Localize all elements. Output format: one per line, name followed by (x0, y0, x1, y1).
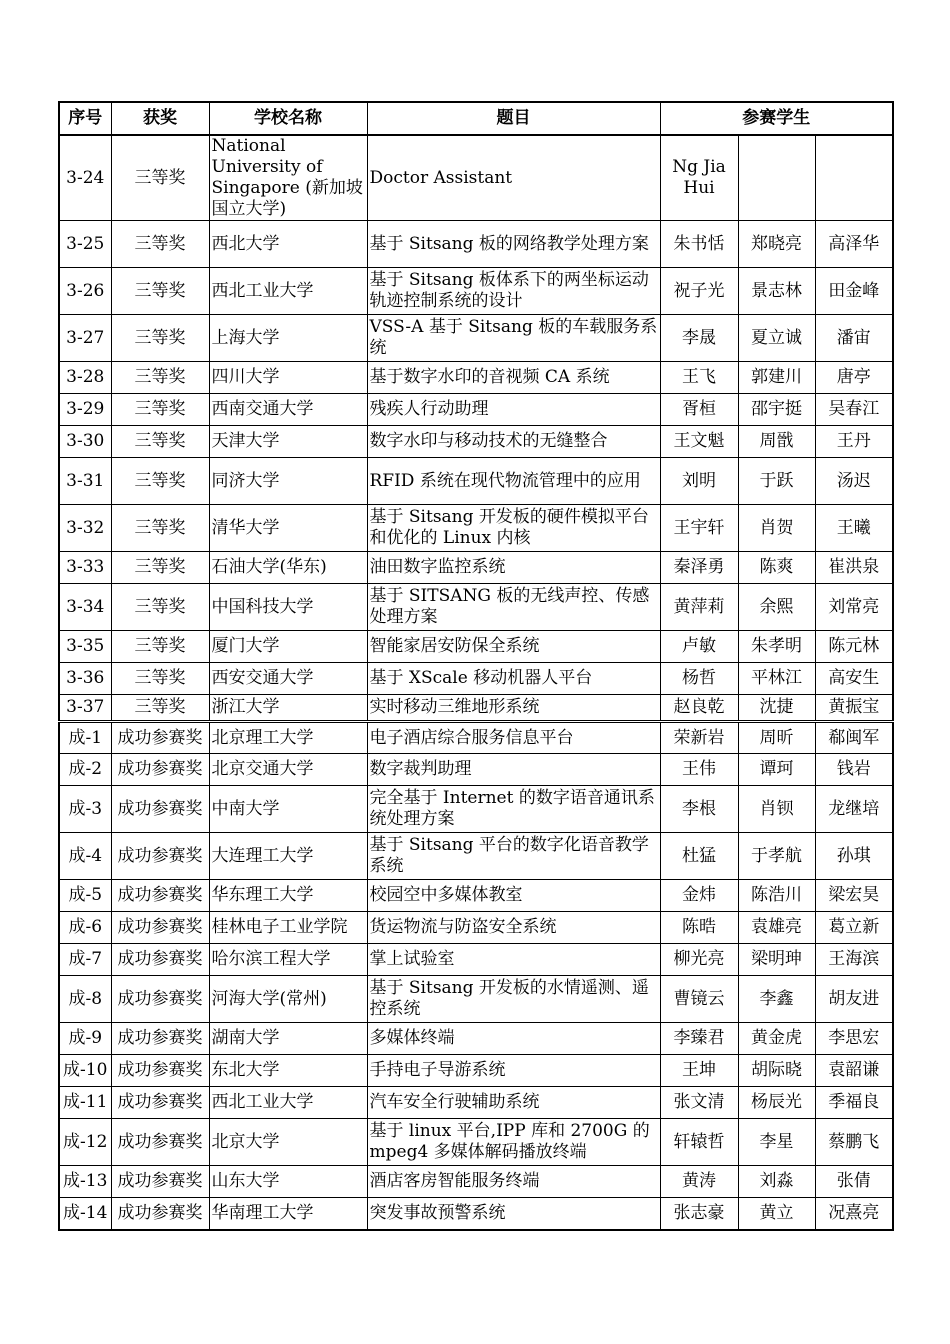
row-award: 三等奖 (111, 505, 209, 552)
row-no: 3-33 (59, 552, 111, 584)
row-award: 成功参赛奖 (111, 880, 209, 912)
row-title: VSS-A 基于 Sitsang 板的车载服务系统 (367, 315, 660, 362)
row-no: 3-30 (59, 426, 111, 458)
table-row (59, 1055, 893, 1087)
table-row (59, 754, 893, 786)
row-no: 成-9 (59, 1023, 111, 1055)
row-school: 西北工业大学 (209, 1087, 367, 1119)
row-school: 西安交通大学 (209, 663, 367, 695)
table-row (59, 976, 893, 1023)
row-award: 三等奖 (111, 268, 209, 315)
row-title: 基于 Sitsang 板的网络教学处理方案 (367, 221, 660, 268)
row-student-1: 李晟 (660, 315, 738, 362)
row-school: 北京交通大学 (209, 754, 367, 786)
table-row (59, 221, 893, 268)
row-award: 三等奖 (111, 394, 209, 426)
row-student-2: 陈浩川 (738, 880, 815, 912)
row-no: 成-12 (59, 1119, 111, 1166)
row-award: 成功参赛奖 (111, 1198, 209, 1230)
row-student-1: 王文魁 (660, 426, 738, 458)
row-student-2: 于跃 (738, 458, 815, 505)
row-school: 天津大学 (209, 426, 367, 458)
row-student-2: 余熙 (738, 584, 815, 631)
row-title: 实时移动三维地形系统 (367, 695, 660, 722)
row-student-1: 曹镜云 (660, 976, 738, 1023)
row-student-2: 刘淼 (738, 1166, 815, 1198)
table-row (59, 135, 893, 221)
row-student-3: 高安生 (815, 663, 893, 695)
row-student-2: 邵宇挺 (738, 394, 815, 426)
row-no: 3-28 (59, 362, 111, 394)
row-no: 成-13 (59, 1166, 111, 1198)
row-student-3: 吴春江 (815, 394, 893, 426)
row-school: 东北大学 (209, 1055, 367, 1087)
row-school: 华南理工大学 (209, 1198, 367, 1230)
row-student-2: 梁明珅 (738, 944, 815, 976)
row-school: 北京大学 (209, 1119, 367, 1166)
row-student-3: 李思宏 (815, 1023, 893, 1055)
table-row (59, 584, 893, 631)
row-no: 成-11 (59, 1087, 111, 1119)
row-student-1: 李根 (660, 786, 738, 833)
row-school: 厦门大学 (209, 631, 367, 663)
row-award: 成功参赛奖 (111, 1166, 209, 1198)
table-row (59, 663, 893, 695)
row-student-1: 杜猛 (660, 833, 738, 880)
table-row (59, 426, 893, 458)
row-student-3: 袁韶谦 (815, 1055, 893, 1087)
row-student-1: 卢敏 (660, 631, 738, 663)
row-student-1: Ng Jia Hui (660, 135, 738, 221)
row-title: 残疾人行动助理 (367, 394, 660, 426)
row-student-1: 陈晧 (660, 912, 738, 944)
row-no: 3-31 (59, 458, 111, 505)
row-student-2: 袁雄亮 (738, 912, 815, 944)
table-row (59, 315, 893, 362)
row-school: National University of Singapore (新加坡国立大学) (209, 135, 367, 221)
header-school: 学校名称 (209, 102, 367, 135)
row-no: 3-24 (59, 135, 111, 221)
row-school: 清华大学 (209, 505, 367, 552)
row-student-3: 梁宏昊 (815, 880, 893, 912)
row-student-2: 周戩 (738, 426, 815, 458)
row-award: 成功参赛奖 (111, 754, 209, 786)
row-award: 三等奖 (111, 663, 209, 695)
row-student-2: 朱孝明 (738, 631, 815, 663)
row-student-3: 张倩 (815, 1166, 893, 1198)
row-school: 华东理工大学 (209, 880, 367, 912)
row-student-3: 汤迟 (815, 458, 893, 505)
table-row (59, 394, 893, 426)
row-school: 同济大学 (209, 458, 367, 505)
row-student-2: 夏立诚 (738, 315, 815, 362)
row-school: 哈尔滨工程大学 (209, 944, 367, 976)
row-award: 三等奖 (111, 458, 209, 505)
row-student-2: 李星 (738, 1119, 815, 1166)
row-no: 成-4 (59, 833, 111, 880)
table-body (59, 135, 893, 1230)
row-no: 成-3 (59, 786, 111, 833)
row-student-2: 李鑫 (738, 976, 815, 1023)
row-school: 西北工业大学 (209, 268, 367, 315)
row-student-1: 黄萍莉 (660, 584, 738, 631)
row-school: 上海大学 (209, 315, 367, 362)
row-title: 掌上试验室 (367, 944, 660, 976)
row-student-1: 杨哲 (660, 663, 738, 695)
row-title: 油田数字监控系统 (367, 552, 660, 584)
row-title: 智能家居安防保全系统 (367, 631, 660, 663)
row-title: 基于 Sitsang 开发板的硬件模拟平台和优化的 Linux 内核 (367, 505, 660, 552)
row-student-1: 刘明 (660, 458, 738, 505)
row-school: 西南交通大学 (209, 394, 367, 426)
table-row (59, 944, 893, 976)
row-award: 三等奖 (111, 426, 209, 458)
row-award: 三等奖 (111, 362, 209, 394)
row-student-1: 李臻君 (660, 1023, 738, 1055)
row-title: 基于数字水印的音视频 CA 系统 (367, 362, 660, 394)
row-student-3: 蔡鹏飞 (815, 1119, 893, 1166)
row-no: 成-2 (59, 754, 111, 786)
row-student-2: 平林江 (738, 663, 815, 695)
row-award: 成功参赛奖 (111, 944, 209, 976)
table-row (59, 268, 893, 315)
row-student-3: 陈元林 (815, 631, 893, 663)
header-students: 参赛学生 (660, 102, 893, 135)
row-no: 成-5 (59, 880, 111, 912)
row-school: 大连理工大学 (209, 833, 367, 880)
row-title: 多媒体终端 (367, 1023, 660, 1055)
row-school: 河海大学(常州) (209, 976, 367, 1023)
row-title: 突发事故预警系统 (367, 1198, 660, 1230)
row-title: 货运物流与防盗安全系统 (367, 912, 660, 944)
row-no: 3-36 (59, 663, 111, 695)
row-title: 酒店客房智能服务终端 (367, 1166, 660, 1198)
row-award: 三等奖 (111, 584, 209, 631)
row-student-3 (815, 135, 893, 221)
row-no: 3-34 (59, 584, 111, 631)
row-student-1: 荣新岩 (660, 722, 738, 754)
row-student-1: 王伟 (660, 754, 738, 786)
row-student-1: 柳光亮 (660, 944, 738, 976)
table-row (59, 1198, 893, 1230)
row-student-2 (738, 135, 815, 221)
table-row (59, 1119, 893, 1166)
row-school: 中南大学 (209, 786, 367, 833)
row-title: RFID 系统在现代物流管理中的应用 (367, 458, 660, 505)
header-award: 获奖 (111, 102, 209, 135)
row-student-2: 陈爽 (738, 552, 815, 584)
row-title: 数字裁判助理 (367, 754, 660, 786)
row-student-3: 唐亭 (815, 362, 893, 394)
row-student-3: 刘常亮 (815, 584, 893, 631)
row-no: 3-26 (59, 268, 111, 315)
row-student-3: 崔洪泉 (815, 552, 893, 584)
row-student-1: 胥桓 (660, 394, 738, 426)
row-student-2: 黄金虎 (738, 1023, 815, 1055)
row-no: 成-6 (59, 912, 111, 944)
row-no: 3-27 (59, 315, 111, 362)
row-student-2: 肖贺 (738, 505, 815, 552)
row-student-3: 黄振宝 (815, 695, 893, 722)
row-title: 电子酒店综合服务信息平台 (367, 722, 660, 754)
table-row (59, 505, 893, 552)
row-title: 基于 SITSANG 板的无线声控、传感处理方案 (367, 584, 660, 631)
row-student-2: 周昕 (738, 722, 815, 754)
row-student-2: 沈捷 (738, 695, 815, 722)
row-award: 三等奖 (111, 552, 209, 584)
row-student-2: 杨辰光 (738, 1087, 815, 1119)
row-student-2: 景志林 (738, 268, 815, 315)
row-title: 基于 Sitsang 板体系下的两坐标运动轨迹控制系统的设计 (367, 268, 660, 315)
row-student-2: 谭珂 (738, 754, 815, 786)
table-row (59, 1023, 893, 1055)
row-award: 成功参赛奖 (111, 1087, 209, 1119)
row-school: 浙江大学 (209, 695, 367, 722)
row-student-3: 季福良 (815, 1087, 893, 1119)
table-row (59, 458, 893, 505)
row-no: 成-8 (59, 976, 111, 1023)
table-row (59, 695, 893, 722)
table-row (59, 833, 893, 880)
row-no: 成-1 (59, 722, 111, 754)
row-student-3: 胡友进 (815, 976, 893, 1023)
row-student-1: 朱书恬 (660, 221, 738, 268)
row-title: 基于 Sitsang 平台的数字化语音教学系统 (367, 833, 660, 880)
row-award: 成功参赛奖 (111, 833, 209, 880)
row-title: 基于 XScale 移动机器人平台 (367, 663, 660, 695)
row-student-1: 王坤 (660, 1055, 738, 1087)
row-student-3: 王海滨 (815, 944, 893, 976)
row-student-1: 王宇轩 (660, 505, 738, 552)
row-school: 石油大学(华东) (209, 552, 367, 584)
row-student-3: 王曦 (815, 505, 893, 552)
row-student-3: 龙继培 (815, 786, 893, 833)
row-student-1: 赵良乾 (660, 695, 738, 722)
row-student-1: 秦泽勇 (660, 552, 738, 584)
row-no: 3-32 (59, 505, 111, 552)
row-award: 三等奖 (111, 135, 209, 221)
row-school: 湖南大学 (209, 1023, 367, 1055)
row-student-1: 张志豪 (660, 1198, 738, 1230)
row-student-3: 田金峰 (815, 268, 893, 315)
row-title: 校园空中多媒体教室 (367, 880, 660, 912)
row-student-3: 高泽华 (815, 221, 893, 268)
row-award: 成功参赛奖 (111, 1119, 209, 1166)
row-award: 三等奖 (111, 315, 209, 362)
row-student-2: 黄立 (738, 1198, 815, 1230)
table-row (59, 552, 893, 584)
table-row (59, 1166, 893, 1198)
row-no: 3-35 (59, 631, 111, 663)
row-no: 成-7 (59, 944, 111, 976)
row-title: 手持电子导游系统 (367, 1055, 660, 1087)
row-title: Doctor Assistant (367, 135, 660, 221)
row-award: 三等奖 (111, 631, 209, 663)
header-no: 序号 (59, 102, 111, 135)
row-award: 三等奖 (111, 695, 209, 722)
award-table (58, 101, 894, 1231)
row-student-3: 况熹亮 (815, 1198, 893, 1230)
row-no: 成-14 (59, 1198, 111, 1230)
row-award: 三等奖 (111, 221, 209, 268)
row-school: 北京理工大学 (209, 722, 367, 754)
row-student-3: 郗闽军 (815, 722, 893, 754)
table-row (59, 880, 893, 912)
row-title: 完全基于 Internet 的数字语音通讯系统处理方案 (367, 786, 660, 833)
row-student-1: 祝子光 (660, 268, 738, 315)
table-row (59, 362, 893, 394)
row-student-1: 轩辕哲 (660, 1119, 738, 1166)
row-student-3: 潘宙 (815, 315, 893, 362)
row-title: 基于 linux 平台,IPP 库和 2700G 的 mpeg4 多媒体解码播放终端 (367, 1119, 660, 1166)
row-award: 成功参赛奖 (111, 912, 209, 944)
row-award: 成功参赛奖 (111, 1023, 209, 1055)
row-student-2: 胡际晓 (738, 1055, 815, 1087)
row-student-3: 钱岩 (815, 754, 893, 786)
row-student-2: 郑晓亮 (738, 221, 815, 268)
row-award: 成功参赛奖 (111, 976, 209, 1023)
row-student-2: 肖钡 (738, 786, 815, 833)
row-school: 中国科技大学 (209, 584, 367, 631)
table-row (59, 912, 893, 944)
row-student-1: 金炜 (660, 880, 738, 912)
table-row (59, 722, 893, 754)
row-no: 成-10 (59, 1055, 111, 1087)
row-no: 3-25 (59, 221, 111, 268)
row-student-2: 郭建川 (738, 362, 815, 394)
row-student-2: 于孝航 (738, 833, 815, 880)
row-title: 汽车安全行驶辅助系统 (367, 1087, 660, 1119)
row-school: 山东大学 (209, 1166, 367, 1198)
row-student-3: 孙琪 (815, 833, 893, 880)
row-school: 四川大学 (209, 362, 367, 394)
header-row (59, 102, 893, 135)
row-title: 基于 Sitsang 开发板的水情遥测、遥控系统 (367, 976, 660, 1023)
row-student-1: 黄涛 (660, 1166, 738, 1198)
table-row (59, 786, 893, 833)
row-student-3: 王丹 (815, 426, 893, 458)
row-no: 3-29 (59, 394, 111, 426)
row-student-3: 葛立新 (815, 912, 893, 944)
row-school: 西北大学 (209, 221, 367, 268)
row-award: 成功参赛奖 (111, 722, 209, 754)
row-student-1: 王飞 (660, 362, 738, 394)
table-row (59, 631, 893, 663)
table-row (59, 1087, 893, 1119)
row-award: 成功参赛奖 (111, 1055, 209, 1087)
row-title: 数字水印与移动技术的无缝整合 (367, 426, 660, 458)
row-school: 桂林电子工业学院 (209, 912, 367, 944)
row-award: 成功参赛奖 (111, 786, 209, 833)
header-title: 题目 (367, 102, 660, 135)
row-no: 3-37 (59, 695, 111, 722)
row-student-1: 张文清 (660, 1087, 738, 1119)
